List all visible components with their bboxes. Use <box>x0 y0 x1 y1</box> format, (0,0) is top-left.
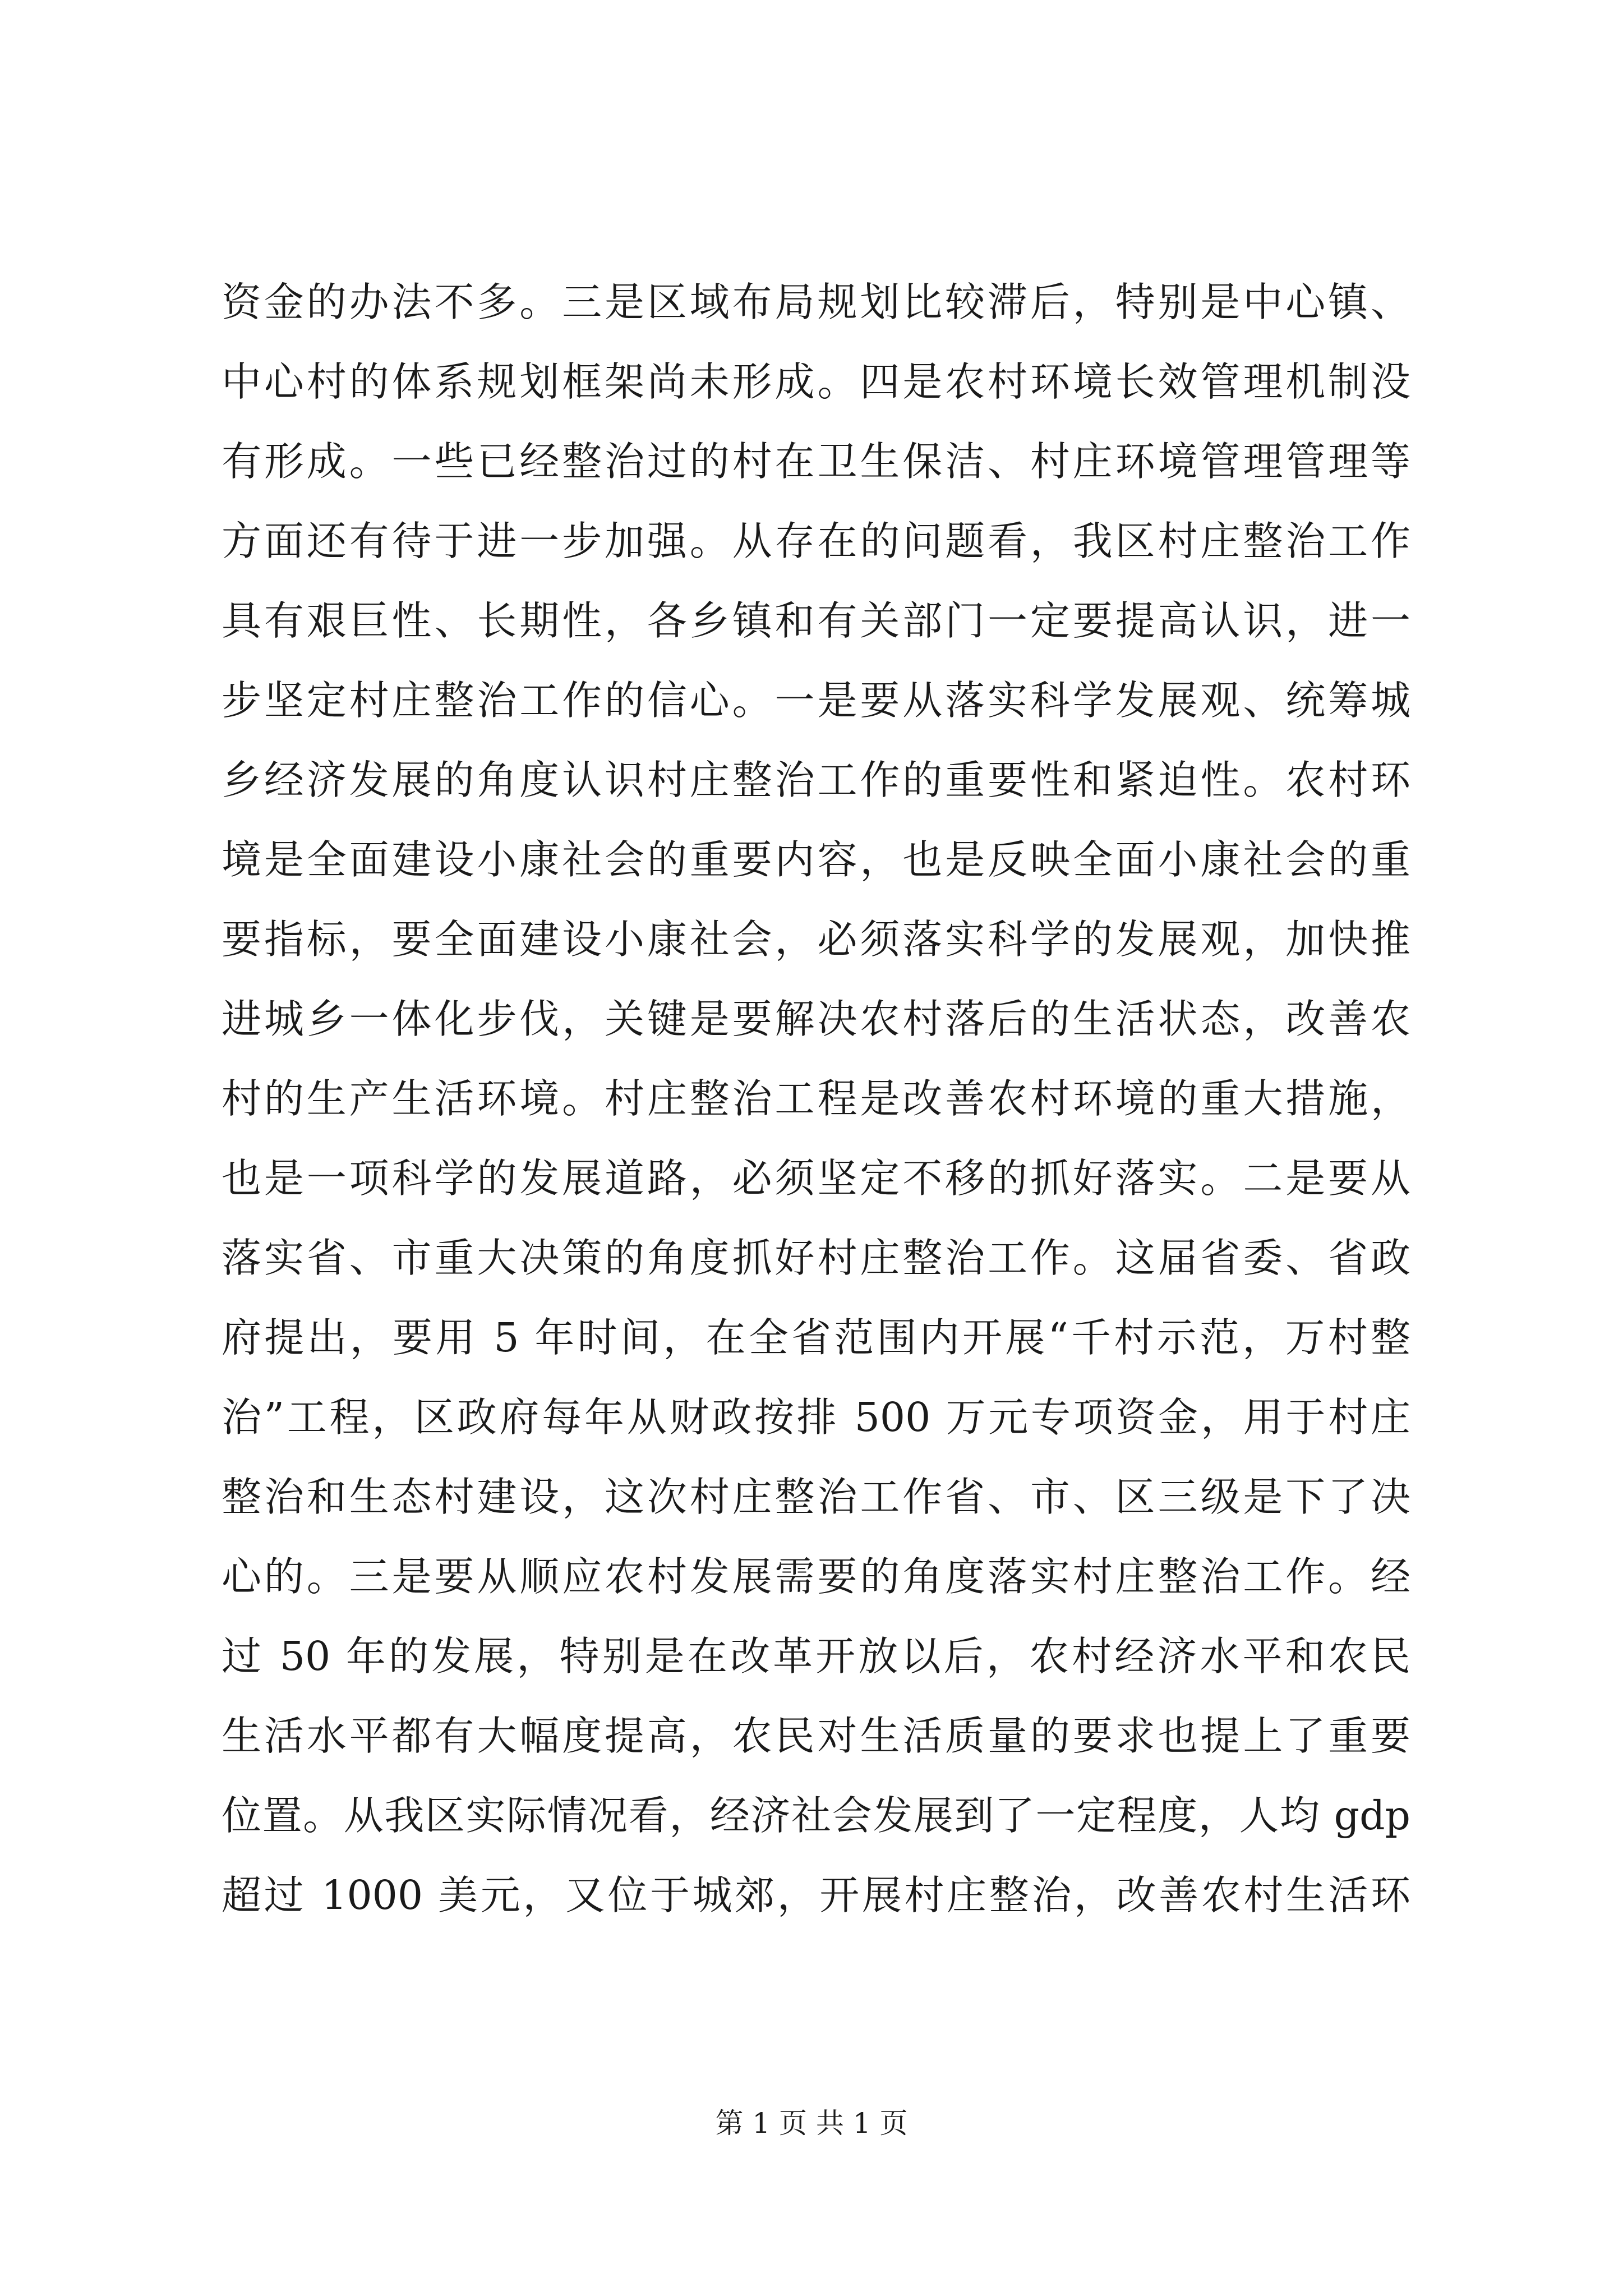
text-line: 有形成。一些已经整治过的村在卫生保洁、村庄环境管理管理等 <box>222 438 1410 485</box>
text-line: 治”工程，区政府每年从财政按排 500 万元专项资金，用于村庄 <box>222 1394 1410 1441</box>
page-number-footer: 第 1 页 共 1 页 <box>715 2107 908 2139</box>
text-line: 方面还有待于进一步加强。从存在的问题看，我区村庄整治工作 <box>222 518 1410 564</box>
text-line: 府提出，要用 5 年时间，在全省范围内开展“千村示范，万村整 <box>222 1314 1410 1361</box>
text-line: 位置。从我区实际情况看，经济社会发展到了一定程度，人均 gdp <box>222 1792 1410 1839</box>
text-line: 中心村的体系规划框架尚未形成。四是农村环境长效管理机制没 <box>222 358 1410 405</box>
text-line: 进城乡一体化步伐，关键是要解决农村落后的生活状态，改善农 <box>222 996 1410 1042</box>
text-line: 整治和生态村建设，这次村庄整治工作省、市、区三级是下了决 <box>222 1474 1410 1520</box>
text-line: 心的。三是要从顺应农村发展需要的角度落实村庄整治工作。经 <box>222 1553 1410 1600</box>
text-line: 也是一项科学的发展道路，必须坚定不移的抓好落实。二是要从 <box>222 1155 1410 1202</box>
text-line: 过 50 年的发展，特别是在改革开放以后，农村经济水平和农民 <box>222 1633 1410 1680</box>
text-line: 超过 1000 美元，又位于城郊，开展村庄整治，改善农村生活环 <box>222 1872 1410 1918</box>
text-line: 生活水平都有大幅度提高，农民对生活质量的要求也提上了重要 <box>222 1713 1410 1759</box>
body-text <box>222 263 1410 1935</box>
text-line: 境是全面建设小康社会的重要内容，也是反映全面小康社会的重 <box>222 836 1410 883</box>
text-line: 步坚定村庄整治工作的信心。一是要从落实科学发展观、统筹城 <box>222 677 1410 724</box>
text-line: 乡经济发展的角度认识村庄整治工作的重要性和紧迫性。农村环 <box>222 757 1410 803</box>
text-line: 村的生产生活环境。村庄整治工程是改善农村环境的重大措施， <box>222 1075 1410 1122</box>
text-line: 落实省、市重大决策的角度抓好村庄整治工作。这届省委、省政 <box>222 1235 1410 1281</box>
text-line: 要指标，要全面建设小康社会，必须落实科学的发展观，加快推 <box>222 916 1410 963</box>
text-line: 资金的办法不多。三是区域布局规划比较滞后，特别是中心镇、 <box>222 279 1410 325</box>
text-line: 具有艰巨性、长期性，各乡镇和有关部门一定要提高认识，进一 <box>222 597 1410 644</box>
